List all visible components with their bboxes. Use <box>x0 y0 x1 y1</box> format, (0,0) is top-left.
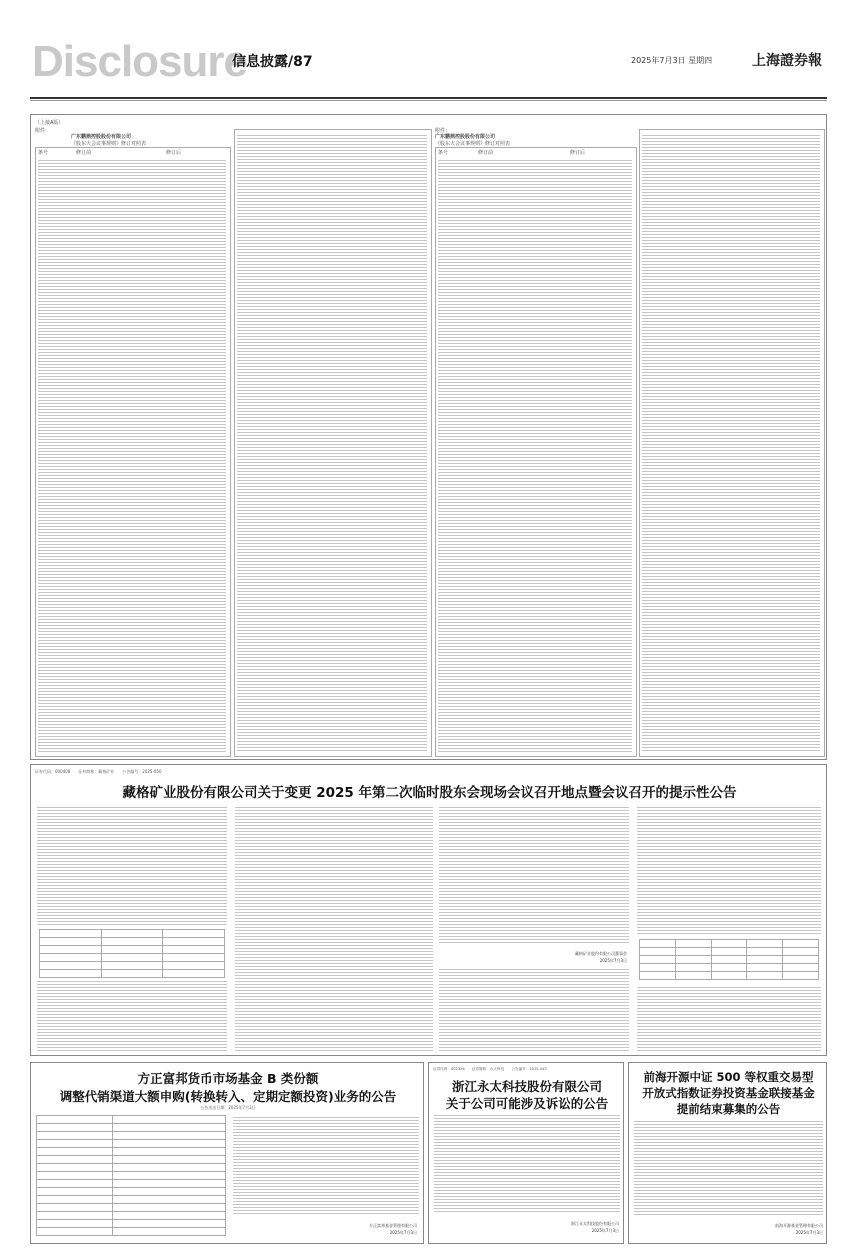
col-header-before: 修订前 <box>478 150 494 156</box>
yongtai-title-line1: 浙江永太科技股份有限公司 <box>451 1079 602 1094</box>
attachment-label: 附件： <box>35 128 51 134</box>
col-header-after: 修订后 <box>570 150 586 156</box>
yongtai-signer: 浙江永太科技股份有限公司 <box>571 1221 619 1226</box>
table-column-1 <box>35 147 231 757</box>
fangzheng-fund-table <box>36 1115 226 1236</box>
yongtai-text <box>434 1113 620 1213</box>
attachment-label: 附件： <box>435 128 451 134</box>
col-header-no: 条号 <box>38 150 49 156</box>
yongtai-date: 2025年7月3日 <box>591 1228 619 1233</box>
zangge-text-col2 <box>235 805 433 1051</box>
zangge-text-col1a <box>37 805 227 925</box>
zangge-proxy-table <box>639 939 819 980</box>
fangzheng-date-line: 公告送出日期：2025年7月3日 <box>200 1105 256 1110</box>
qianhai-signer: 前海开源基金管理有限公司 <box>775 1223 823 1228</box>
zangge-text-col1b <box>37 979 227 1051</box>
section-title: 信息披露/87 <box>232 54 313 70</box>
zangge-proposal-table <box>39 929 225 978</box>
yongtai-tag: 证券代码：002326 证券简称：永太科技 公告编号：2025-043 <box>433 1067 547 1071</box>
fangzheng-title-line1: 方正富邦货币市场基金 B 类份额 <box>137 1071 319 1086</box>
newspaper-logo: 上海證券報 <box>752 53 822 69</box>
table-title: 《股东大会议事规则》修订对照表 <box>71 141 147 147</box>
company-name: 广东鹏鼎控股股份有限公司 <box>71 134 132 140</box>
col-header-no: 条号 <box>438 150 449 156</box>
table-column-3 <box>435 147 637 757</box>
masthead-wordmark: Disclosure <box>32 37 247 86</box>
qianhai-title-line3: 提前结束募集的公告 <box>676 1102 781 1116</box>
company-name: 广东鹏鼎控股股份有限公司 <box>435 134 496 140</box>
masthead-rule-thin <box>30 100 827 101</box>
zangge-text-col3a <box>439 805 629 945</box>
table-column-4 <box>639 129 825 757</box>
table-text-block <box>642 133 820 751</box>
qianhai-title-line1: 前海开源中证 500 等权重交易型 <box>643 1070 814 1084</box>
continued-label: （上接A版） <box>35 120 64 126</box>
zangge-date: 2025年7月3日 <box>599 958 627 963</box>
table-text-block <box>38 158 226 752</box>
comparison-table-notice <box>30 114 827 760</box>
fangzheng-title-line2: 调整代销渠道大额申购(转换转入、定期定额投资)业务的公告 <box>59 1089 397 1104</box>
fangzheng-text <box>233 1115 419 1215</box>
zangge-tag: 证券代码：000408 证券简称：藏格矿业 公告编号：2025-050 <box>35 769 162 774</box>
masthead-rule <box>30 97 827 99</box>
table-text-block <box>237 133 427 751</box>
qianhai-notice <box>628 1062 827 1244</box>
zangge-text-col3b <box>439 967 629 1051</box>
zangge-text-col4b <box>637 985 821 1051</box>
table-column-2 <box>234 129 432 757</box>
col-header-after: 修订后 <box>166 150 182 156</box>
fangzheng-notice <box>30 1062 424 1244</box>
zangge-title: 藏格矿业股份有限公司关于变更 2025 年第二次临时股东会现场会议召开地点暨会议召开的提示性公告 <box>122 785 737 801</box>
qianhai-date: 2025年7月3日 <box>795 1230 823 1235</box>
fangzheng-signer: 方正富邦基金管理有限公司 <box>369 1223 417 1228</box>
col-header-before: 修订前 <box>76 150 92 156</box>
yongtai-notice <box>428 1062 624 1244</box>
table-title: 《股东大会议事规则》修订对照表 <box>435 141 511 147</box>
zangge-notice <box>30 764 827 1056</box>
qianhai-text <box>634 1119 823 1215</box>
yongtai-title-line2: 关于公司可能涉及诉讼的公告 <box>445 1096 609 1111</box>
table-text-block <box>438 158 632 752</box>
qianhai-title-line2: 开放式指数证券投资基金联接基金 <box>642 1086 815 1100</box>
zangge-text-col4a <box>637 805 821 935</box>
fangzheng-date: 2025年7月3日 <box>389 1230 417 1235</box>
issue-date: 2025年7月3日 星期四 <box>631 56 713 65</box>
zangge-signer: 藏格矿业股份有限公司董事会 <box>575 951 627 956</box>
